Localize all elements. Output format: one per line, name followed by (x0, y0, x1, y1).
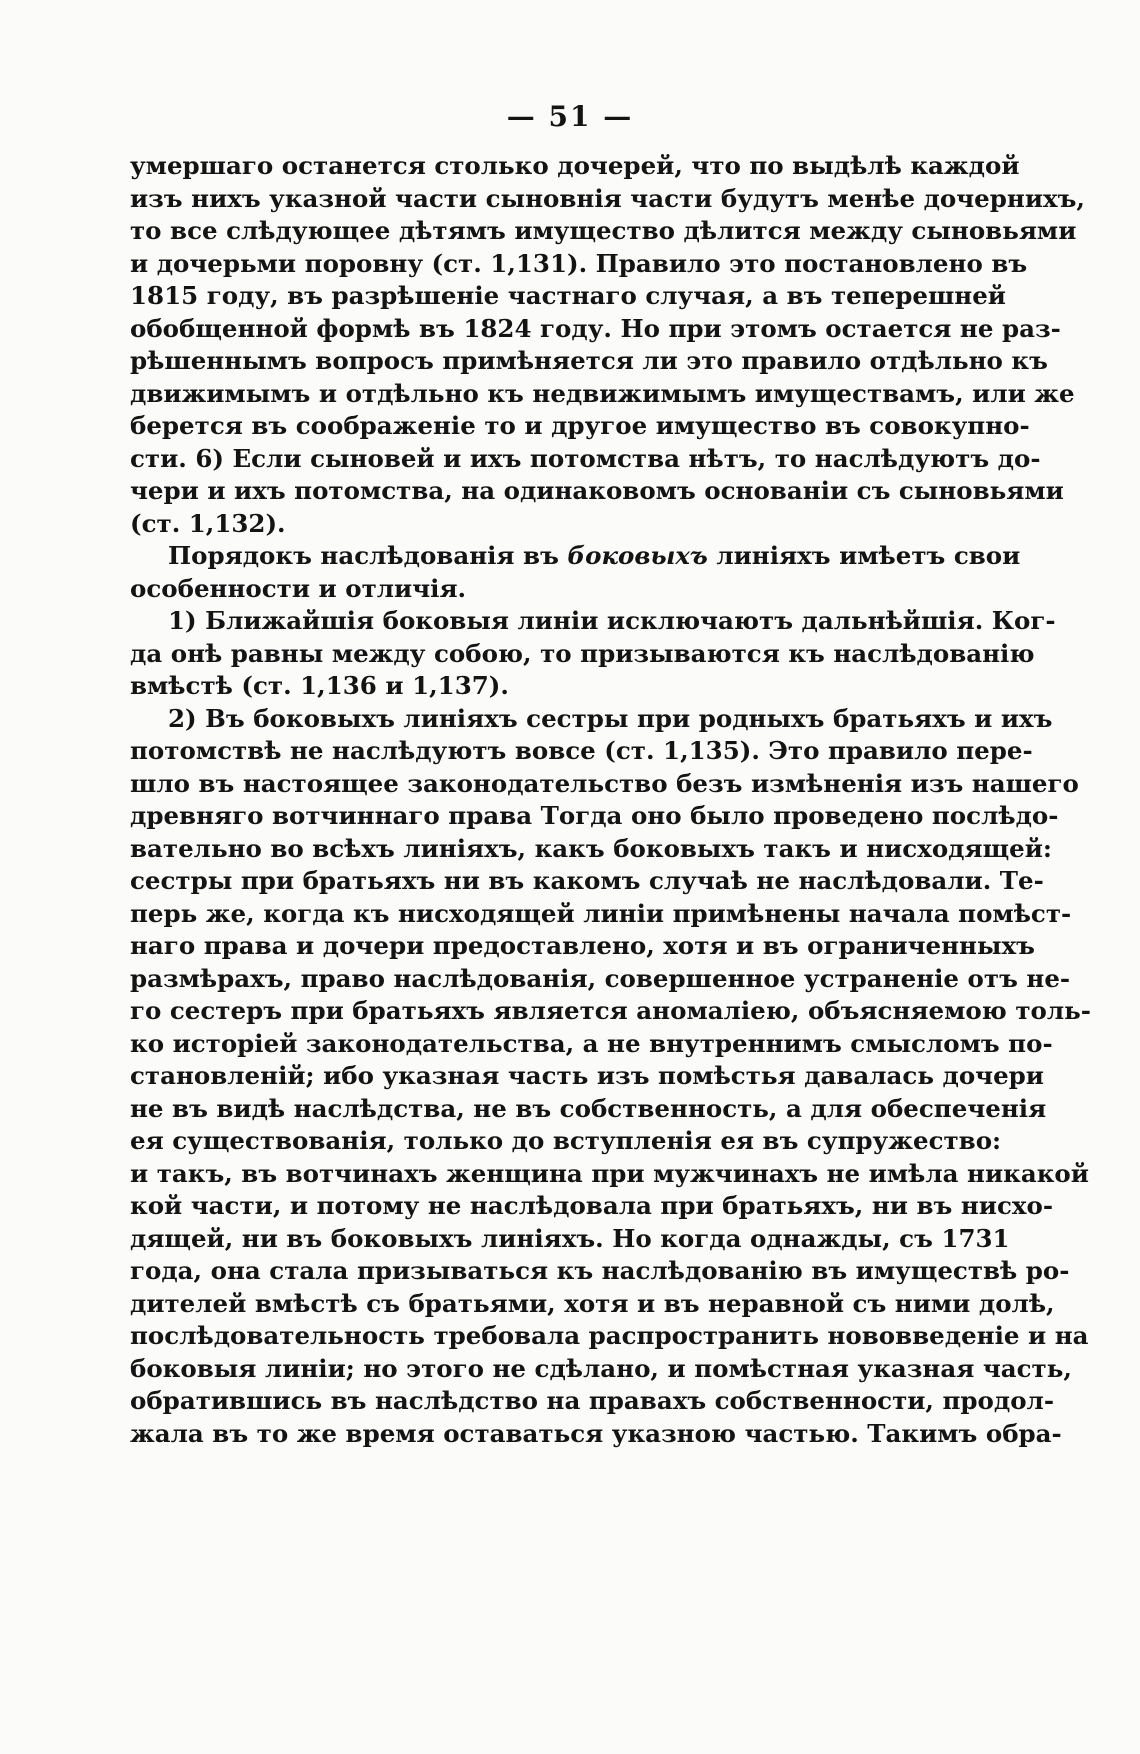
text-line: размѣрахъ, право наслѣдованія, совершенное устраненіе отъ не- (130, 963, 1071, 993)
text-line: изъ нихъ указной части сыновнія части будутъ менѣе дочернихъ, (130, 183, 1085, 213)
text-line: боковыя линіи; но этого не сдѣлано, и помѣстная указная часть, (130, 1353, 1072, 1383)
text-line: и такъ, въ вотчинахъ женщина при мужчинахъ не имѣла никакой (130, 1158, 1089, 1188)
text-line: древняго вотчиннаго права Тогда оно было проведено послѣдо- (130, 801, 1059, 830)
text-line: 1815 году, въ разрѣшеніе частнаго случая, а въ теперешней (130, 281, 1006, 310)
text-line: жала въ то же время оставаться указною частью. Такимъ обра- (130, 1418, 1062, 1448)
text-line: не въ видѣ наслѣдства, не въ собственность, а для обеспеченія (130, 1093, 1047, 1123)
paragraph-start-line: 1) Ближайшія боковыя линіи исключаютъ дальнѣйшія. Ког- (168, 606, 1056, 635)
text-line: ко исторіей законодательства, а не внутреннимъ смысломъ по- (130, 1028, 1053, 1058)
text-line: умершаго останется столько дочерей, что по выдѣлѣ каждой (130, 151, 1020, 180)
text-line: ея существованія, только до вступленія ея въ супружество: (130, 1126, 1002, 1155)
text-line: (ст. 1,132). (130, 508, 286, 538)
text-line: кой части, и потому не наслѣдовала при братьяхъ, ни въ нисхо- (130, 1191, 1053, 1220)
text-line: да онѣ равны между собою, то призываются къ наслѣдованію (130, 638, 1035, 668)
text-line: года, она стала призываться къ наслѣдованію въ имуществѣ ро- (130, 1256, 1070, 1285)
text-line: чери и ихъ потомства, на одинаковомъ основаніи съ сыновьями (130, 476, 1064, 505)
text-line: и дочерьми поровну (ст. 1,131). Правило это постановлено въ (130, 248, 1028, 278)
text-line: становленій; ибо указная часть изъ помѣстья давалась дочери (130, 1061, 1044, 1090)
text-line: перь же, когда къ нисходящей линіи примѣнены начала помѣст- (130, 898, 1072, 928)
text-line: шло въ настоящее законодательство безъ измѣненія изъ нашего (130, 768, 1079, 798)
text-line: вательно во всѣхъ линіяхъ, какъ боковыхъ такъ и нисходящей: (130, 833, 1052, 863)
text-line: потомствѣ не наслѣдуютъ вовсе (ст. 1,135). Это правило пере- (130, 736, 1033, 765)
text-line: то все слѣдующее дѣтямъ имущество дѣлится между сыновьями (130, 216, 1077, 245)
paragraph-start-line (130, 540, 1021, 573)
text-line: послѣдовательность требовала распространить нововведеніе и на (130, 1321, 1089, 1350)
text-line: го сестеръ при братьяхъ является аномаліею, объясняемою толь- (130, 996, 1091, 1025)
text-line: дящей, ни въ боковыхъ линіяхъ. Но когда однажды, съ 1731 (130, 1223, 1010, 1253)
text-line: обратившись въ наслѣдство на правахъ собственности, продол- (130, 1386, 1055, 1415)
text-line: вмѣстѣ (ст. 1,136 и 1,137). (130, 671, 509, 700)
text-line: движимымъ и отдѣльно къ недвижимымъ имуществамъ, или же (130, 378, 1075, 408)
text-line: наго права и дочери предоставлено, хотя и въ ограниченныхъ (130, 931, 1035, 960)
text-line: сти. 6) Если сыновей и ихъ потомства нѣтъ, то наслѣдуютъ до- (130, 443, 1041, 473)
italic-word: боковыхъ (567, 541, 708, 570)
line-lead: Порядокъ наслѣдованія въ (168, 541, 559, 570)
text-line: дителей вмѣстѣ съ братьями, хотя и въ неравной съ ними долѣ, (130, 1288, 1055, 1318)
line-tail: линіяхъ имѣетъ свои (716, 541, 1021, 570)
text-line: рѣшеннымъ вопросъ примѣняется ли это правило отдѣльно къ (130, 346, 1048, 375)
body-text (130, 150, 1091, 1450)
text-line: обобщенной формѣ въ 1824 году. Но при этомъ остается не раз- (130, 313, 1061, 343)
text-line: сестры при братьяхъ ни въ какомъ случаѣ не наслѣдовали. Те- (130, 866, 1044, 895)
text-line: берется въ соображеніе то и другое имущество въ совокупно- (130, 411, 1030, 440)
paragraph-start-line: 2) Въ боковыхъ линіяхъ сестры при родныхъ братьяхъ и ихъ (168, 703, 1053, 733)
text-line: особенности и отличія. (130, 573, 467, 603)
page-number: — 51 — (506, 100, 634, 133)
